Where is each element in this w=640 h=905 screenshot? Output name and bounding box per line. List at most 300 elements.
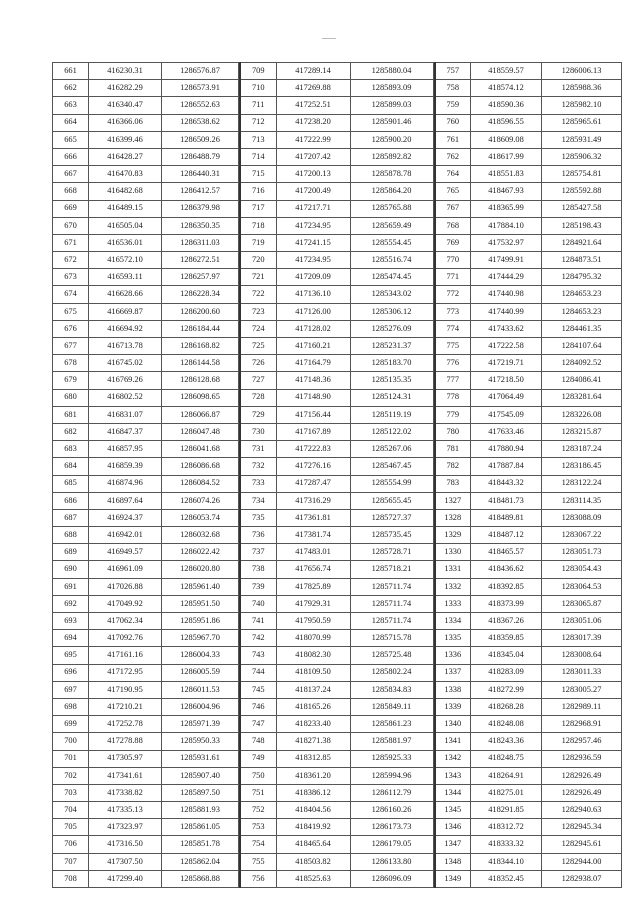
table-row xyxy=(53,870,239,887)
table-row xyxy=(240,492,433,509)
x-coordinate-cell: 418590.36 xyxy=(471,97,542,114)
y-coordinate-cell: 1286020.80 xyxy=(162,561,239,578)
x-coordinate-cell: 416593.11 xyxy=(89,269,162,286)
x-coordinate-cell: 418283.09 xyxy=(471,664,542,681)
table-row xyxy=(53,234,239,251)
x-coordinate-cell: 416536.01 xyxy=(89,234,162,251)
x-coordinate-cell: 418596.55 xyxy=(471,114,542,131)
table-row xyxy=(435,131,622,148)
y-coordinate-cell: 1284107.64 xyxy=(542,338,622,355)
point-number-cell: 765 xyxy=(435,183,471,200)
table-row xyxy=(240,338,433,355)
y-coordinate-cell: 1284653.23 xyxy=(542,303,622,320)
point-number-cell: 726 xyxy=(240,355,276,372)
table-row xyxy=(240,613,433,630)
table-row xyxy=(240,131,433,148)
point-number-cell: 701 xyxy=(53,750,89,767)
y-coordinate-cell: 1283122.24 xyxy=(542,475,622,492)
y-coordinate-cell: 1282945.34 xyxy=(542,819,622,836)
x-coordinate-cell: 417316.29 xyxy=(276,492,350,509)
table-row xyxy=(240,406,433,423)
x-coordinate-cell: 418272.99 xyxy=(471,681,542,698)
point-number-cell: 685 xyxy=(53,475,89,492)
x-coordinate-cell: 417440.98 xyxy=(471,286,542,303)
y-coordinate-cell: 1286488.79 xyxy=(162,148,239,165)
x-coordinate-cell: 417238.20 xyxy=(276,114,350,131)
point-number-cell: 754 xyxy=(240,836,276,853)
point-number-cell: 687 xyxy=(53,509,89,526)
y-coordinate-cell: 1285881.93 xyxy=(162,802,239,819)
point-number-cell: 1332 xyxy=(435,578,471,595)
table-row xyxy=(240,458,433,475)
point-number-cell: 697 xyxy=(53,681,89,698)
table-row xyxy=(240,166,433,183)
point-number-cell: 713 xyxy=(240,131,276,148)
x-coordinate-cell: 416482.68 xyxy=(89,183,162,200)
table-row xyxy=(240,664,433,681)
table-row xyxy=(53,509,239,526)
point-number-cell: 742 xyxy=(240,630,276,647)
y-coordinate-cell: 1286066.87 xyxy=(162,406,239,423)
x-coordinate-cell: 417305.97 xyxy=(89,750,162,767)
x-coordinate-cell: 417433.62 xyxy=(471,320,542,337)
x-coordinate-cell: 418574.12 xyxy=(471,80,542,97)
point-number-cell: 743 xyxy=(240,647,276,664)
y-coordinate-cell: 1286004.96 xyxy=(162,698,239,715)
y-coordinate-cell: 1286509.26 xyxy=(162,131,239,148)
point-number-cell: 728 xyxy=(240,389,276,406)
y-coordinate-cell: 1285765.88 xyxy=(350,200,433,217)
x-coordinate-cell: 416924.37 xyxy=(89,509,162,526)
y-coordinate-cell: 1284092.52 xyxy=(542,355,622,372)
y-coordinate-cell: 1286538.62 xyxy=(162,114,239,131)
point-number-cell: 1337 xyxy=(435,664,471,681)
x-coordinate-cell: 418165.26 xyxy=(276,698,350,715)
x-coordinate-cell: 417167.89 xyxy=(276,423,350,440)
y-coordinate-cell: 1286552.63 xyxy=(162,97,239,114)
table-row xyxy=(240,750,433,767)
x-coordinate-cell: 417361.81 xyxy=(276,509,350,526)
table-row xyxy=(435,492,622,509)
point-number-cell: 782 xyxy=(435,458,471,475)
point-number-cell: 706 xyxy=(53,836,89,853)
point-number-cell: 692 xyxy=(53,595,89,612)
point-number-cell: 729 xyxy=(240,406,276,423)
x-coordinate-cell: 418373.99 xyxy=(471,595,542,612)
table-row xyxy=(53,372,239,389)
x-coordinate-cell: 417209.09 xyxy=(276,269,350,286)
x-coordinate-cell: 416874.96 xyxy=(89,475,162,492)
y-coordinate-cell: 1285994.96 xyxy=(350,767,433,784)
point-number-cell: 769 xyxy=(435,234,471,251)
y-coordinate-cell: 1285718.21 xyxy=(350,561,433,578)
x-coordinate-cell: 418487.12 xyxy=(471,527,542,544)
point-number-cell: 716 xyxy=(240,183,276,200)
y-coordinate-cell: 1285183.70 xyxy=(350,355,433,372)
table-row xyxy=(240,578,433,595)
table-row xyxy=(53,217,239,234)
table-row xyxy=(435,338,622,355)
table-row xyxy=(435,200,622,217)
table-row xyxy=(240,441,433,458)
table-row xyxy=(53,853,239,870)
point-number-cell: 663 xyxy=(53,97,89,114)
y-coordinate-cell: 1285864.20 xyxy=(350,183,433,200)
table-row xyxy=(240,423,433,440)
table-row xyxy=(53,681,239,698)
table-row xyxy=(435,578,622,595)
table-row xyxy=(435,509,622,526)
y-coordinate-cell: 1284873.51 xyxy=(542,252,622,269)
y-coordinate-cell: 1283186.45 xyxy=(542,458,622,475)
y-coordinate-cell: 1286228.34 xyxy=(162,286,239,303)
table-row xyxy=(240,372,433,389)
y-coordinate-cell: 1286096.09 xyxy=(350,870,433,887)
y-coordinate-cell: 1286032.68 xyxy=(162,527,239,544)
x-coordinate-cell: 418248.75 xyxy=(471,750,542,767)
point-number-cell: 666 xyxy=(53,148,89,165)
x-coordinate-cell: 418609.08 xyxy=(471,131,542,148)
point-number-cell: 691 xyxy=(53,578,89,595)
point-number-cell: 680 xyxy=(53,389,89,406)
table-row xyxy=(435,148,622,165)
x-coordinate-cell: 416489.15 xyxy=(89,200,162,217)
table-row xyxy=(53,613,239,630)
table-row xyxy=(240,630,433,647)
x-coordinate-cell: 416859.39 xyxy=(89,458,162,475)
y-coordinate-cell: 1285554.99 xyxy=(350,475,433,492)
x-coordinate-cell: 417440.99 xyxy=(471,303,542,320)
point-number-cell: 711 xyxy=(240,97,276,114)
x-coordinate-cell: 418392.85 xyxy=(471,578,542,595)
point-number-cell: 699 xyxy=(53,716,89,733)
table-row xyxy=(435,355,622,372)
y-coordinate-cell: 1286022.42 xyxy=(162,544,239,561)
table-row xyxy=(53,166,239,183)
table-row xyxy=(435,595,622,612)
y-coordinate-cell: 1283051.06 xyxy=(542,613,622,630)
table-row xyxy=(435,716,622,733)
table-row xyxy=(240,527,433,544)
point-number-cell: 746 xyxy=(240,698,276,715)
point-number-cell: 1348 xyxy=(435,853,471,870)
x-coordinate-cell: 417207.42 xyxy=(276,148,350,165)
x-coordinate-cell: 418503.82 xyxy=(276,853,350,870)
point-number-cell: 1349 xyxy=(435,870,471,887)
x-coordinate-cell: 418243.36 xyxy=(471,733,542,750)
table-row xyxy=(53,767,239,784)
table-row xyxy=(240,389,433,406)
table-row xyxy=(240,286,433,303)
y-coordinate-cell: 1282936.59 xyxy=(542,750,622,767)
x-coordinate-cell: 418070.99 xyxy=(276,630,350,647)
y-coordinate-cell: 1286053.74 xyxy=(162,509,239,526)
point-number-cell: 1334 xyxy=(435,613,471,630)
table-row xyxy=(435,80,622,97)
point-number-cell: 717 xyxy=(240,200,276,217)
table-row xyxy=(53,664,239,681)
x-coordinate-cell: 417156.44 xyxy=(276,406,350,423)
x-coordinate-cell: 416230.31 xyxy=(89,63,162,80)
table-row xyxy=(435,784,622,801)
point-number-cell: 762 xyxy=(435,148,471,165)
point-number-cell: 718 xyxy=(240,217,276,234)
y-coordinate-cell: 1283281.64 xyxy=(542,389,622,406)
y-coordinate-cell: 1285893.09 xyxy=(350,80,433,97)
x-coordinate-cell: 416745.02 xyxy=(89,355,162,372)
table-row xyxy=(435,802,622,819)
y-coordinate-cell: 1285967.70 xyxy=(162,630,239,647)
y-coordinate-cell: 1285802.24 xyxy=(350,664,433,681)
table-row xyxy=(240,870,433,887)
table-row xyxy=(435,750,622,767)
point-number-cell: 679 xyxy=(53,372,89,389)
point-number-cell: 1336 xyxy=(435,647,471,664)
point-number-cell: 683 xyxy=(53,441,89,458)
table-row xyxy=(240,183,433,200)
y-coordinate-cell: 1284921.64 xyxy=(542,234,622,251)
point-number-cell: 745 xyxy=(240,681,276,698)
point-number-cell: 686 xyxy=(53,492,89,509)
y-coordinate-cell: 1285124.31 xyxy=(350,389,433,406)
y-coordinate-cell: 1286086.68 xyxy=(162,458,239,475)
y-coordinate-cell: 1285135.35 xyxy=(350,372,433,389)
table-row xyxy=(435,183,622,200)
x-coordinate-cell: 418404.56 xyxy=(276,802,350,819)
table-row xyxy=(435,767,622,784)
table-row xyxy=(240,784,433,801)
point-number-cell: 1329 xyxy=(435,527,471,544)
point-number-cell: 721 xyxy=(240,269,276,286)
x-coordinate-cell: 418551.83 xyxy=(471,166,542,183)
x-coordinate-cell: 416942.01 xyxy=(89,527,162,544)
y-coordinate-cell: 1285198.43 xyxy=(542,217,622,234)
point-number-cell: 668 xyxy=(53,183,89,200)
table-row xyxy=(240,836,433,853)
x-coordinate-cell: 417164.79 xyxy=(276,355,350,372)
point-number-cell: 674 xyxy=(53,286,89,303)
x-coordinate-cell: 418361.20 xyxy=(276,767,350,784)
y-coordinate-cell: 1282944.00 xyxy=(542,853,622,870)
point-number-cell: 741 xyxy=(240,613,276,630)
point-number-cell: 738 xyxy=(240,561,276,578)
y-coordinate-cell: 1285122.02 xyxy=(350,423,433,440)
x-coordinate-cell: 416399.46 xyxy=(89,131,162,148)
x-coordinate-cell: 417210.21 xyxy=(89,698,162,715)
x-coordinate-cell: 417219.71 xyxy=(471,355,542,372)
point-number-cell: 1343 xyxy=(435,767,471,784)
table-row xyxy=(435,389,622,406)
point-number-cell: 672 xyxy=(53,252,89,269)
x-coordinate-cell: 416713.78 xyxy=(89,338,162,355)
y-coordinate-cell: 1283088.09 xyxy=(542,509,622,526)
point-number-cell: 719 xyxy=(240,234,276,251)
point-number-cell: 736 xyxy=(240,527,276,544)
table-row xyxy=(53,578,239,595)
x-coordinate-cell: 417656.74 xyxy=(276,561,350,578)
table-row xyxy=(435,819,622,836)
y-coordinate-cell: 1282945.61 xyxy=(542,836,622,853)
x-coordinate-cell: 416340.47 xyxy=(89,97,162,114)
point-number-cell: 735 xyxy=(240,509,276,526)
table-row xyxy=(435,320,622,337)
point-number-cell: 758 xyxy=(435,80,471,97)
x-coordinate-cell: 416847.37 xyxy=(89,423,162,440)
point-number-cell: 662 xyxy=(53,80,89,97)
table-row xyxy=(435,114,622,131)
y-coordinate-cell: 1285735.45 xyxy=(350,527,433,544)
y-coordinate-cell: 1285754.81 xyxy=(542,166,622,183)
x-coordinate-cell: 418344.10 xyxy=(471,853,542,870)
y-coordinate-cell: 1283215.87 xyxy=(542,423,622,440)
y-coordinate-cell: 1286128.68 xyxy=(162,372,239,389)
table-row xyxy=(435,303,622,320)
y-coordinate-cell: 1283187.24 xyxy=(542,441,622,458)
x-coordinate-cell: 417252.51 xyxy=(276,97,350,114)
point-number-cell: 1330 xyxy=(435,544,471,561)
x-coordinate-cell: 417950.59 xyxy=(276,613,350,630)
point-number-cell: 1335 xyxy=(435,630,471,647)
x-coordinate-cell: 417335.13 xyxy=(89,802,162,819)
y-coordinate-cell: 1285897.50 xyxy=(162,784,239,801)
x-coordinate-cell: 417190.95 xyxy=(89,681,162,698)
y-coordinate-cell: 1286179.05 xyxy=(350,836,433,853)
table-row xyxy=(53,527,239,544)
point-number-cell: 708 xyxy=(53,870,89,887)
x-coordinate-cell: 417222.83 xyxy=(276,441,350,458)
y-coordinate-cell: 1286144.58 xyxy=(162,355,239,372)
table-row xyxy=(240,561,433,578)
point-number-cell: 695 xyxy=(53,647,89,664)
table-row xyxy=(53,423,239,440)
point-number-cell: 1346 xyxy=(435,819,471,836)
table-row xyxy=(435,406,622,423)
x-coordinate-cell: 417381.74 xyxy=(276,527,350,544)
y-coordinate-cell: 1285711.74 xyxy=(350,595,433,612)
y-coordinate-cell: 1285474.45 xyxy=(350,269,433,286)
y-coordinate-cell: 1286412.57 xyxy=(162,183,239,200)
x-coordinate-cell: 417499.91 xyxy=(471,252,542,269)
table-row xyxy=(240,733,433,750)
y-coordinate-cell: 1285900.20 xyxy=(350,131,433,148)
point-number-cell: 731 xyxy=(240,441,276,458)
x-coordinate-cell: 416769.26 xyxy=(89,372,162,389)
point-number-cell: 750 xyxy=(240,767,276,784)
point-number-cell: 723 xyxy=(240,303,276,320)
table-row xyxy=(435,269,622,286)
x-coordinate-cell: 418109.50 xyxy=(276,664,350,681)
y-coordinate-cell: 1283054.43 xyxy=(542,561,622,578)
y-coordinate-cell: 1285988.36 xyxy=(542,80,622,97)
y-coordinate-cell: 1282957.46 xyxy=(542,733,622,750)
table-row xyxy=(435,630,622,647)
table-row xyxy=(53,630,239,647)
x-coordinate-cell: 417887.84 xyxy=(471,458,542,475)
y-coordinate-cell: 1283017.39 xyxy=(542,630,622,647)
point-number-cell: 775 xyxy=(435,338,471,355)
point-number-cell: 753 xyxy=(240,819,276,836)
y-coordinate-cell: 1285267.06 xyxy=(350,441,433,458)
x-coordinate-cell: 418386.12 xyxy=(276,784,350,801)
point-number-cell: 732 xyxy=(240,458,276,475)
x-coordinate-cell: 416505.04 xyxy=(89,217,162,234)
table-row xyxy=(240,80,433,97)
y-coordinate-cell: 1285899.03 xyxy=(350,97,433,114)
y-coordinate-cell: 1285711.74 xyxy=(350,578,433,595)
y-coordinate-cell: 1285711.74 xyxy=(350,613,433,630)
y-coordinate-cell: 1285878.78 xyxy=(350,166,433,183)
point-number-cell: 773 xyxy=(435,303,471,320)
table-row xyxy=(53,836,239,853)
y-coordinate-cell: 1285851.78 xyxy=(162,836,239,853)
table-row xyxy=(53,819,239,836)
x-coordinate-cell: 418525.63 xyxy=(276,870,350,887)
point-number-cell: 777 xyxy=(435,372,471,389)
table-row xyxy=(240,802,433,819)
y-coordinate-cell: 1285861.23 xyxy=(350,716,433,733)
y-coordinate-cell: 1286112.79 xyxy=(350,784,433,801)
point-number-cell: 690 xyxy=(53,561,89,578)
point-number-cell: 761 xyxy=(435,131,471,148)
table-row xyxy=(240,647,433,664)
x-coordinate-cell: 416572.10 xyxy=(89,252,162,269)
x-coordinate-cell: 417289.14 xyxy=(276,63,350,80)
x-coordinate-cell: 417307.50 xyxy=(89,853,162,870)
table-row xyxy=(53,183,239,200)
table-row xyxy=(240,819,433,836)
point-number-cell: 744 xyxy=(240,664,276,681)
table-row xyxy=(240,355,433,372)
table-row xyxy=(435,252,622,269)
x-coordinate-cell: 417218.50 xyxy=(471,372,542,389)
table-row xyxy=(435,613,622,630)
point-number-cell: 781 xyxy=(435,441,471,458)
point-number-cell: 1345 xyxy=(435,802,471,819)
y-coordinate-cell: 1285725.48 xyxy=(350,647,433,664)
x-coordinate-cell: 417278.88 xyxy=(89,733,162,750)
x-coordinate-cell: 416669.87 xyxy=(89,303,162,320)
point-number-cell: 779 xyxy=(435,406,471,423)
y-coordinate-cell: 1285965.61 xyxy=(542,114,622,131)
x-coordinate-cell: 417825.89 xyxy=(276,578,350,595)
y-coordinate-cell: 1286084.52 xyxy=(162,475,239,492)
y-coordinate-cell: 1285849.11 xyxy=(350,698,433,715)
y-coordinate-cell: 1286311.03 xyxy=(162,234,239,251)
x-coordinate-cell: 417062.34 xyxy=(89,613,162,630)
x-coordinate-cell: 417217.71 xyxy=(276,200,350,217)
y-coordinate-cell: 1282940.63 xyxy=(542,802,622,819)
x-coordinate-cell: 416694.92 xyxy=(89,320,162,337)
x-coordinate-cell: 417299.40 xyxy=(89,870,162,887)
x-coordinate-cell: 418333.32 xyxy=(471,836,542,853)
point-number-cell: 783 xyxy=(435,475,471,492)
y-coordinate-cell: 1286573.91 xyxy=(162,80,239,97)
y-coordinate-cell: 1285950.33 xyxy=(162,733,239,750)
y-coordinate-cell: 1285868.88 xyxy=(162,870,239,887)
y-coordinate-cell: 1285901.46 xyxy=(350,114,433,131)
point-number-cell: 737 xyxy=(240,544,276,561)
table-row xyxy=(240,698,433,715)
table-row xyxy=(53,200,239,217)
x-coordinate-cell: 418233.40 xyxy=(276,716,350,733)
x-coordinate-cell: 417200.49 xyxy=(276,183,350,200)
x-coordinate-cell: 417136.10 xyxy=(276,286,350,303)
x-coordinate-cell: 416428.27 xyxy=(89,148,162,165)
x-coordinate-cell: 418559.57 xyxy=(471,63,542,80)
y-coordinate-cell: 1284795.32 xyxy=(542,269,622,286)
y-coordinate-cell: 1285427.58 xyxy=(542,200,622,217)
table-row xyxy=(53,355,239,372)
